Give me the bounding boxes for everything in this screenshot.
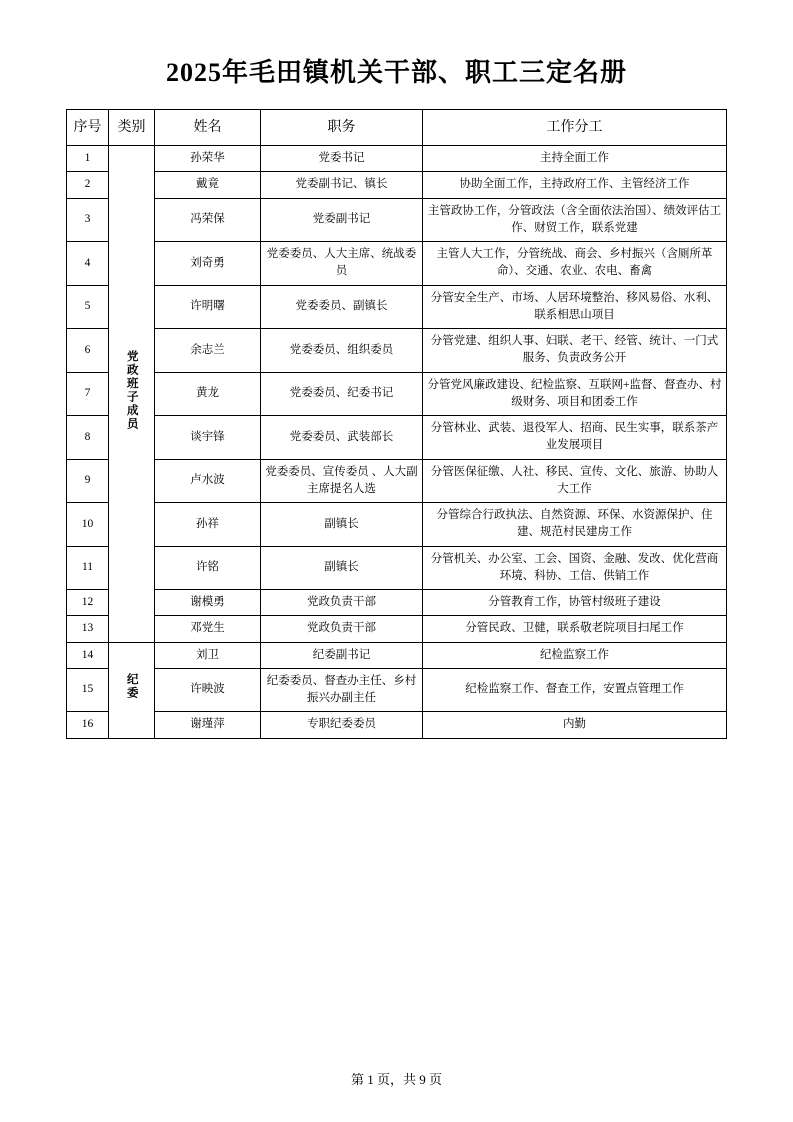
cell-duty: 分管民政、卫健，联系敬老院项目扫尾工作: [423, 616, 727, 642]
cell-post: 党政负责干部: [261, 616, 423, 642]
table-row: [67, 712, 727, 738]
cell-name: 刘奇勇: [155, 242, 261, 286]
cell-duty: 主管政协工作，分管政法（含全面依法治国）、绩效评估工作、财贸工作，联系党建: [423, 198, 727, 242]
header-name: 姓名: [155, 110, 261, 146]
cell-name: 冯荣保: [155, 198, 261, 242]
cell-name: 孙祥: [155, 503, 261, 547]
header-post: 职务: [261, 110, 423, 146]
cell-seq: 1: [67, 146, 109, 172]
cell-name: 卢水波: [155, 459, 261, 503]
header-duty: 工作分工: [423, 110, 727, 146]
cell-seq: 15: [67, 668, 109, 712]
cell-name: 谢模勇: [155, 590, 261, 616]
cell-seq: 8: [67, 416, 109, 460]
table-row: [67, 503, 727, 547]
cell-name: 孙荣华: [155, 146, 261, 172]
table-row: [67, 172, 727, 198]
table-row: [67, 242, 727, 286]
cell-seq: 2: [67, 172, 109, 198]
cell-category: [109, 642, 155, 738]
table-row: [67, 285, 727, 329]
table-row: [67, 668, 727, 712]
cell-post: 党委委员、宣传委员 、人大副主席提名人选: [261, 459, 423, 503]
table-row: [67, 372, 727, 416]
cell-seq: 4: [67, 242, 109, 286]
cell-name: 邓党生: [155, 616, 261, 642]
category-label: 党政班子成员: [125, 350, 138, 432]
table-header: [67, 110, 727, 146]
cell-name: 许映波: [155, 668, 261, 712]
cell-name: 黄龙: [155, 372, 261, 416]
cell-post: 党委书记: [261, 146, 423, 172]
cell-seq: 9: [67, 459, 109, 503]
table-row: [67, 590, 727, 616]
table-row: [67, 546, 727, 590]
cell-seq: 12: [67, 590, 109, 616]
header-row: [67, 110, 727, 146]
cell-duty: 分管林业、武装、退役军人、招商、民生实事，联系茶产业发展项目: [423, 416, 727, 460]
cell-duty: 主管人大工作，分管统战、商会、乡村振兴（含厕所革命）、交通、农业、农电、畜禽: [423, 242, 727, 286]
cell-post: 专职纪委委员: [261, 712, 423, 738]
cell-duty: 纪检监察工作: [423, 642, 727, 668]
cell-name: 谢瑾萍: [155, 712, 261, 738]
cell-name: 戴竟: [155, 172, 261, 198]
roster-table: [66, 109, 727, 739]
table-row: [67, 642, 727, 668]
cell-post: 党委委员、组织委员: [261, 329, 423, 373]
cell-seq: 3: [67, 198, 109, 242]
cell-duty: 纪检监察工作、督查工作，安置点管理工作: [423, 668, 727, 712]
cell-seq: 13: [67, 616, 109, 642]
page-footer: 第 1 页，共 9 页: [350, 1072, 442, 1087]
cell-name: 谈宇锋: [155, 416, 261, 460]
cell-post: 副镇长: [261, 503, 423, 547]
cell-duty: 主持全面工作: [423, 146, 727, 172]
page-title: 2025年毛田镇机关干部、职工三定名册: [165, 58, 627, 87]
cell-duty: 分管党风廉政建设、纪检监察、互联网+监督、督查办、村级财务、项目和团委工作: [423, 372, 727, 416]
cell-seq: 14: [67, 642, 109, 668]
cell-name: 许明曙: [155, 285, 261, 329]
cell-seq: 10: [67, 503, 109, 547]
cell-post: 党委副书记、镇长: [261, 172, 423, 198]
cell-duty: 分管党建、组织人事、妇联、老干、经管、统计、一门式服务、负责政务公开: [423, 329, 727, 373]
table-row: [67, 459, 727, 503]
cell-duty: 分管机关、办公室、工会、国资、金融、发改、优化营商环境、科协、工信、供销工作: [423, 546, 727, 590]
cell-post: 纪委委员、督查办主任、乡村振兴办副主任: [261, 668, 423, 712]
cell-post: 党政负责干部: [261, 590, 423, 616]
cell-name: 刘卫: [155, 642, 261, 668]
cell-post: 党委委员、武装部长: [261, 416, 423, 460]
cell-duty: 协助全面工作，主持政府工作、主管经济工作: [423, 172, 727, 198]
cell-name: 许铭: [155, 546, 261, 590]
cell-post: 党委委员、副镇长: [261, 285, 423, 329]
cell-post: 党委副书记: [261, 198, 423, 242]
cell-post: 党委委员、人大主席、统战委员: [261, 242, 423, 286]
cell-post: 副镇长: [261, 546, 423, 590]
cell-seq: 11: [67, 546, 109, 590]
cell-seq: 16: [67, 712, 109, 738]
cell-seq: 6: [67, 329, 109, 373]
cell-duty: 分管综合行政执法、自然资源、环保、水资源保护、住建、规范村民建房工作: [423, 503, 727, 547]
cell-post: 党委委员、纪委书记: [261, 372, 423, 416]
cell-duty: 分管教育工作，协管村级班子建设: [423, 590, 727, 616]
table-row: [67, 146, 727, 172]
table-row: [67, 329, 727, 373]
table-row: [67, 616, 727, 642]
table-row: [67, 198, 727, 242]
header-seq: 序号: [67, 110, 109, 146]
cell-seq: 7: [67, 372, 109, 416]
header-category: 类别: [109, 110, 155, 146]
cell-category: [109, 146, 155, 643]
category-label: 纪委: [125, 673, 138, 701]
cell-post: 纪委副书记: [261, 642, 423, 668]
cell-duty: 分管医保征缴、人社、移民、宣传、文化、旅游、协助人大工作: [423, 459, 727, 503]
cell-name: 余志兰: [155, 329, 261, 373]
table-body: [67, 146, 727, 739]
cell-duty: 分管安全生产、市场、人居环境整治、移风易俗、水利、联系相思山项目: [423, 285, 727, 329]
table-row: [67, 416, 727, 460]
cell-seq: 5: [67, 285, 109, 329]
cell-duty: 内勤: [423, 712, 727, 738]
